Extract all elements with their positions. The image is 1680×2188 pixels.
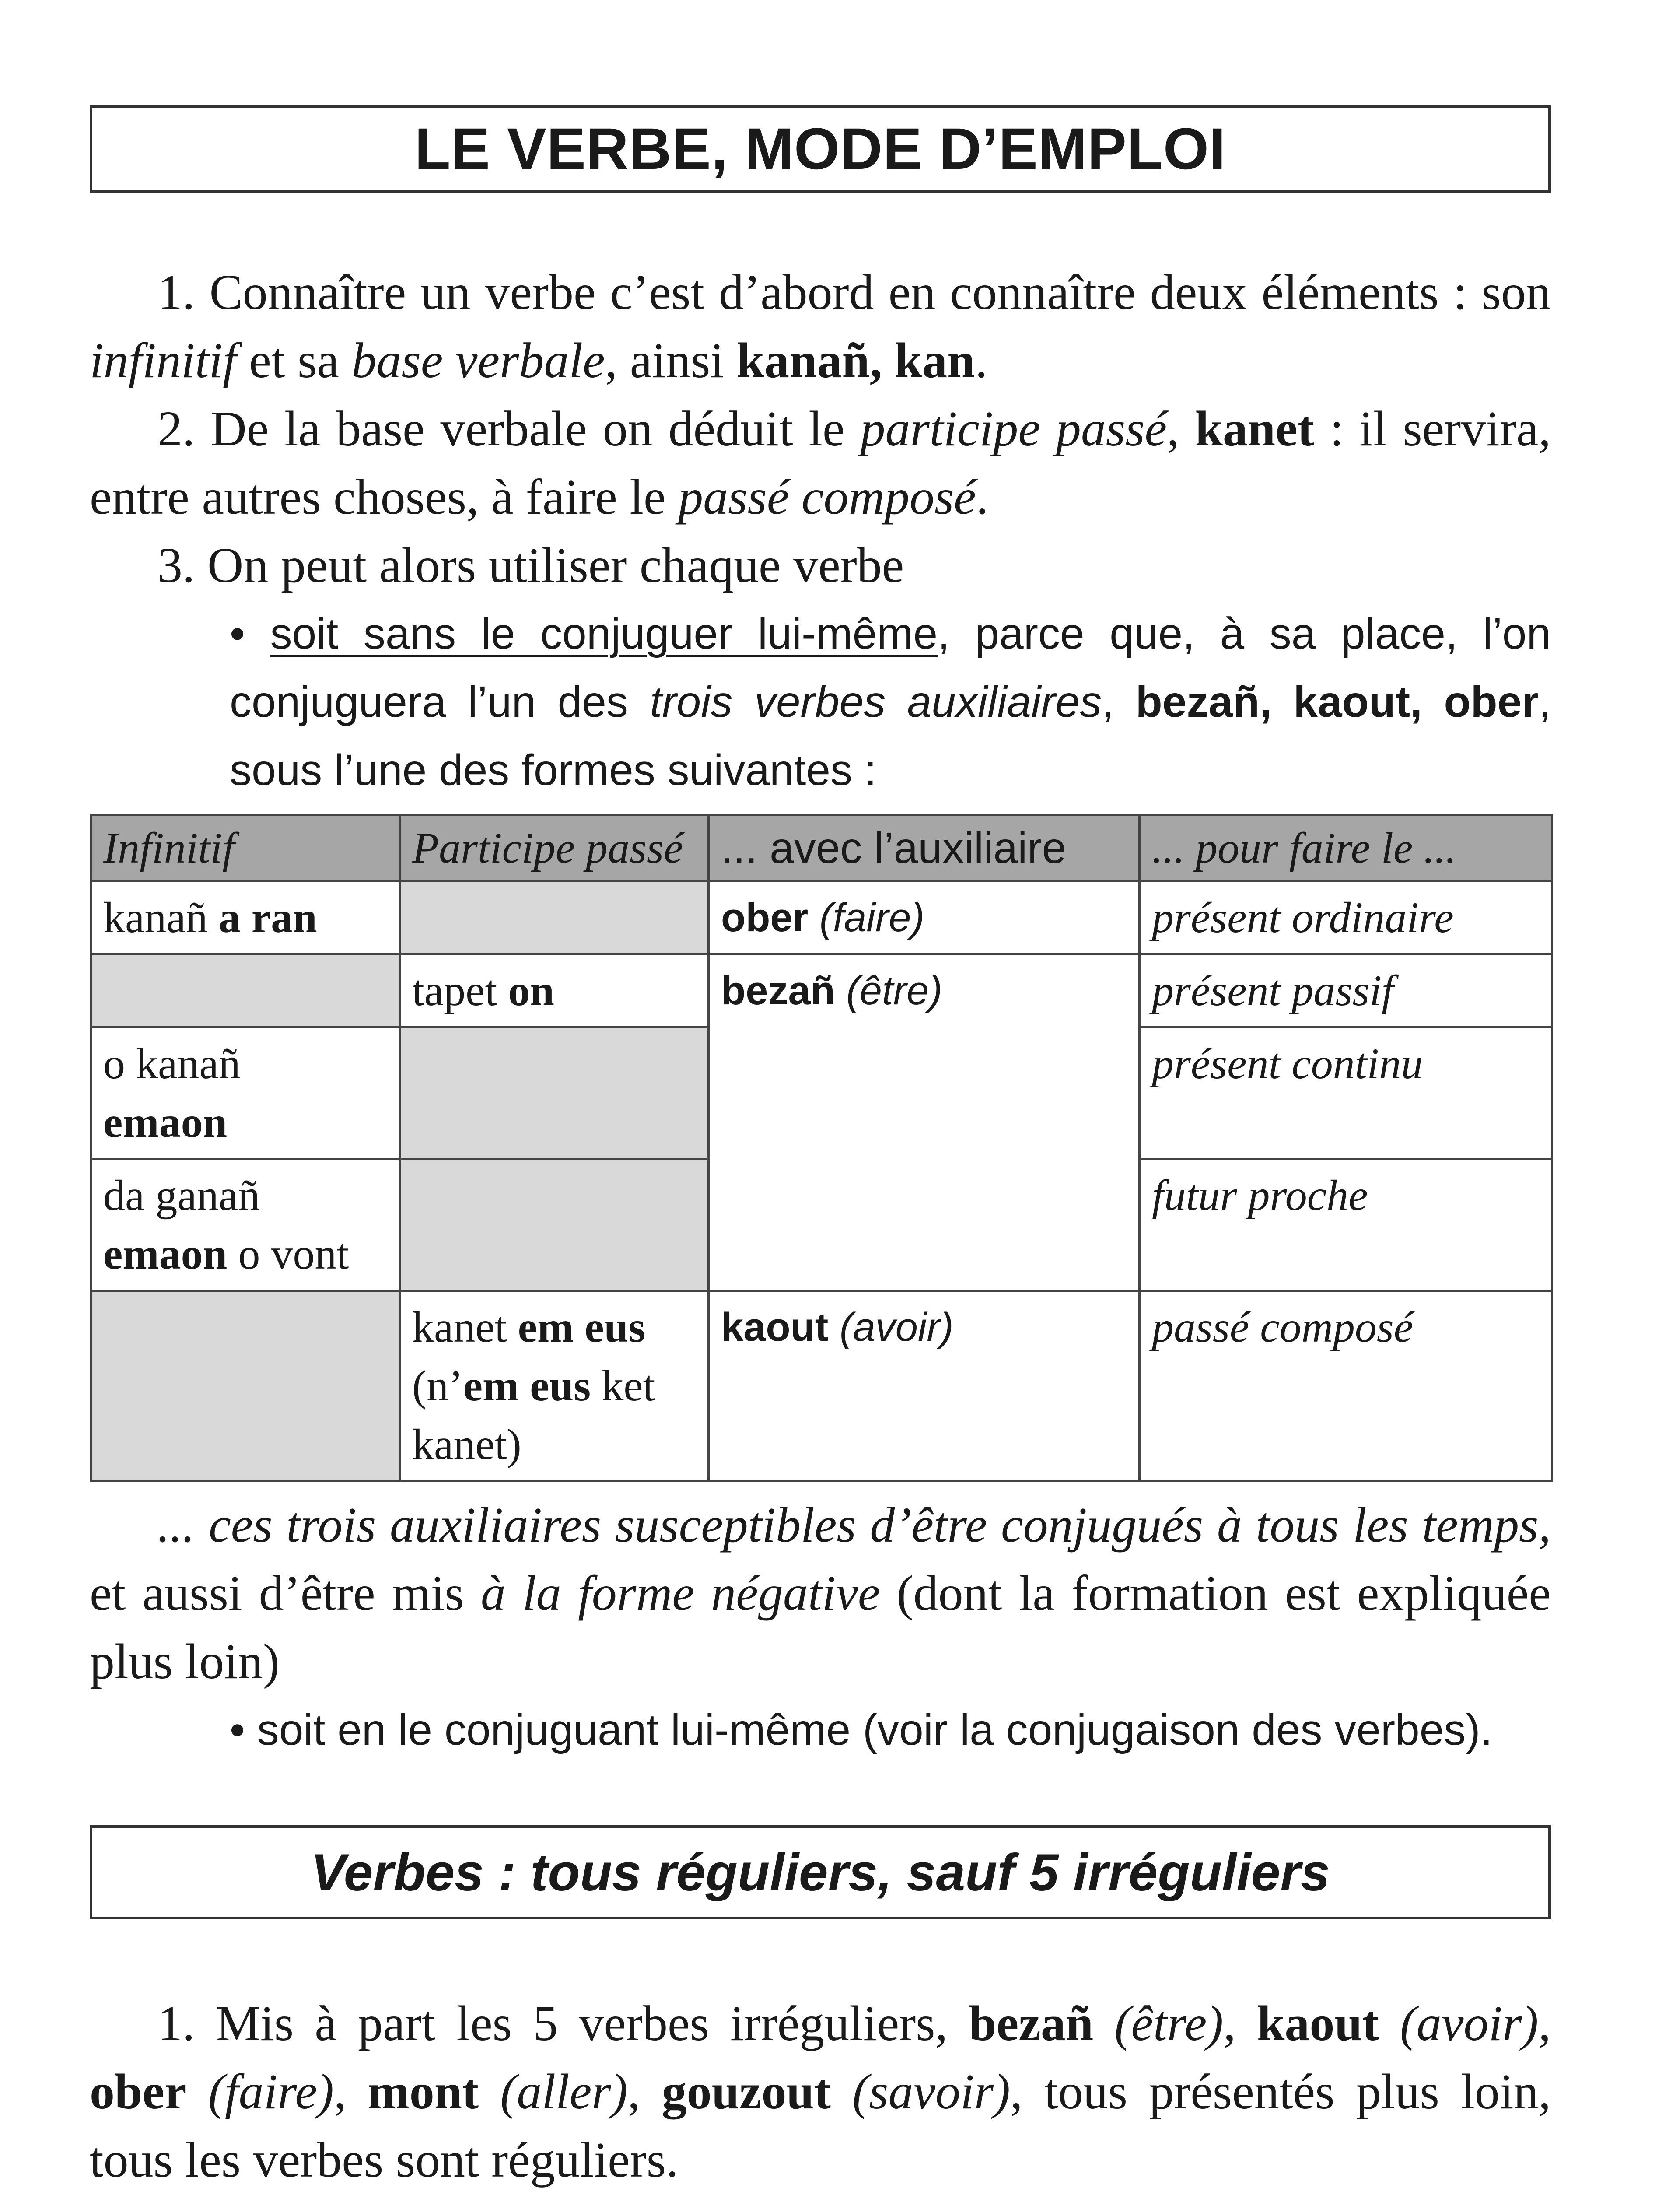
point-1-text-c: , ainsi	[605, 333, 737, 388]
cell-empty	[91, 954, 400, 1027]
cell-text: o vont	[227, 1230, 349, 1278]
bullet-2: • soit en le conjuguant lui-même (voir la conjugaison des verbes).	[230, 1705, 1493, 1754]
term-participe-passe: participe passé	[860, 401, 1167, 456]
cell-text: kanet	[412, 1303, 518, 1351]
cell-auxiliaire	[709, 881, 1140, 954]
header-participe-passe: Participe passé	[400, 815, 709, 881]
verb-gouzout: gouzout	[662, 2064, 831, 2119]
term-infinitif: infinitif	[90, 333, 237, 388]
cell-text: kanañ	[103, 893, 219, 942]
table-row	[91, 881, 1552, 954]
bullet-1-text-c: , sous l’une des formes suivantes :	[230, 677, 1551, 795]
after-table-italic-1: ... ces trois auxiliaires susceptibles d’être conjugués à tous les temps,	[158, 1497, 1551, 1553]
cell-use: passé composé	[1140, 1291, 1552, 1481]
cell-infinitif	[91, 881, 400, 954]
aux-verb: kaout	[721, 1305, 829, 1350]
aux-translation: (être)	[835, 968, 943, 1013]
cell-empty	[400, 881, 709, 954]
point-1	[90, 258, 1551, 395]
cell-infinitif	[91, 1159, 400, 1291]
section-subtitle-box	[90, 1825, 1551, 1919]
table-row	[91, 1291, 1552, 1481]
cell-text: da ganañ	[103, 1171, 260, 1220]
cell-text-bold: em eus	[518, 1303, 646, 1351]
bullet-1-text-a: , parce que, à sa place, l’on conjuguera l’un des	[230, 609, 1551, 726]
cell-empty	[91, 1291, 400, 1481]
cell-empty	[400, 1027, 709, 1159]
term-base-verbale: base verbale	[351, 333, 605, 388]
cell-text: o kanañ	[103, 1039, 241, 1088]
header-infinitif: Infinitif	[91, 815, 400, 881]
verb-bezan: bezañ	[969, 1995, 1094, 2051]
point-2-number: 2.	[158, 401, 195, 456]
cell-use: présent ordinaire	[1140, 881, 1552, 954]
cell-auxiliaire	[709, 1291, 1140, 1481]
auxiliary-verbs: bezañ, kaout, ober	[1135, 677, 1539, 726]
after-table-paragraph	[90, 1491, 1551, 1696]
verb-kaout: kaout	[1257, 1995, 1379, 2051]
cell-text-bold: on	[508, 966, 554, 1015]
translation-savoir: (savoir)	[852, 2064, 1011, 2119]
bullet-1	[230, 600, 1551, 804]
header-pour-faire: ... pour faire le ...	[1140, 815, 1552, 881]
cell-text: ket kanet)	[412, 1361, 655, 1469]
point-2-text-d: .	[976, 469, 989, 525]
cell-text-bold: emaon	[103, 1098, 228, 1147]
translation-etre: (être)	[1114, 1995, 1224, 2051]
aux-verb: bezañ	[721, 968, 835, 1013]
aux-translation: (faire)	[808, 895, 925, 940]
section-subtitle: Verbes : tous réguliers, sauf 5 irréguliers	[311, 1843, 1330, 1902]
cell-use: présent passif	[1140, 954, 1552, 1027]
aux-verb: ober	[721, 895, 808, 940]
page-content	[90, 105, 1551, 2188]
after-table-text-a: et aussi d’être mis	[90, 1565, 481, 1621]
point-1-number: 1.	[158, 264, 195, 320]
after-table-text-b: (dont la formation est expliquée plus loin)	[90, 1565, 1551, 1689]
irregular-paragraph-1: 1. Mis à part les 5 verbes irréguliers, bezañ (être), kaout (avoir), ober (faire), mont (aller), gouzout (savoir), tous présentés plus loin, tous les verbes sont réguliers.	[90, 1995, 1551, 2188]
irr1-text-a: 1. Mis à part les 5 verbes irréguliers,	[158, 1995, 969, 2051]
irr1-text-b: , tous présentés plus loin, tous les verbes sont réguliers.	[90, 2064, 1551, 2188]
point-2-text-c: : il servira, entre autres choses, à faire le	[90, 401, 1551, 525]
auxiliary-table	[90, 814, 1553, 1482]
bullet-1-underlined: soit sans le conjuguer lui-même	[270, 609, 938, 658]
point-3: 3. On peut alors utiliser chaque verbe	[158, 537, 904, 593]
example-kanet: kanet	[1195, 401, 1314, 456]
term-trois-verbes: trois verbes auxiliaires	[650, 677, 1102, 726]
table-header-row	[91, 815, 1552, 881]
example-kanan-kan: kanañ, kan	[736, 333, 975, 388]
term-forme-negative: à la forme négative	[480, 1565, 880, 1621]
cell-infinitif	[91, 1027, 400, 1159]
cell-text: (n’	[412, 1361, 463, 1410]
cell-text-bold: em eus	[463, 1361, 591, 1410]
header-auxiliaire: ... avec l’auxiliaire	[709, 815, 1140, 881]
bullet-1-text-b: ,	[1102, 677, 1136, 726]
cell-auxiliaire	[709, 954, 1140, 1291]
cell-participe	[400, 954, 709, 1027]
page-title: LE VERBE, MODE D’EMPLOI	[414, 116, 1226, 182]
cell-use: présent continu	[1140, 1027, 1552, 1159]
cell-text-bold: a ran	[218, 893, 317, 942]
cell-text: tapet	[412, 966, 508, 1015]
table-row	[91, 954, 1552, 1027]
cell-text-bold: emaon	[103, 1230, 228, 1278]
translation-faire: (faire)	[208, 2064, 334, 2119]
page-title-box	[90, 105, 1551, 193]
term-passe-compose: passé composé	[678, 469, 976, 525]
translation-aller: (aller)	[500, 2064, 628, 2119]
point-1-text-a: Connaître un verbe c’est d’abord en connaître deux éléments : son	[195, 264, 1551, 320]
point-2-text-a: De la base verbale on déduit le	[195, 401, 861, 456]
cell-use: futur proche	[1140, 1159, 1552, 1291]
point-2-text-b: ,	[1167, 401, 1195, 456]
verb-ober: ober	[90, 2064, 187, 2119]
point-1-text-b: et sa	[236, 333, 352, 388]
bullet-1-mark: •	[230, 609, 270, 658]
point-1-text-d: .	[975, 333, 988, 388]
cell-empty	[400, 1159, 709, 1291]
translation-avoir: (avoir)	[1400, 1995, 1539, 2051]
point-2	[90, 395, 1551, 531]
cell-participe	[400, 1291, 709, 1481]
aux-translation: (avoir)	[828, 1305, 954, 1350]
verb-mont: mont	[368, 2064, 479, 2119]
